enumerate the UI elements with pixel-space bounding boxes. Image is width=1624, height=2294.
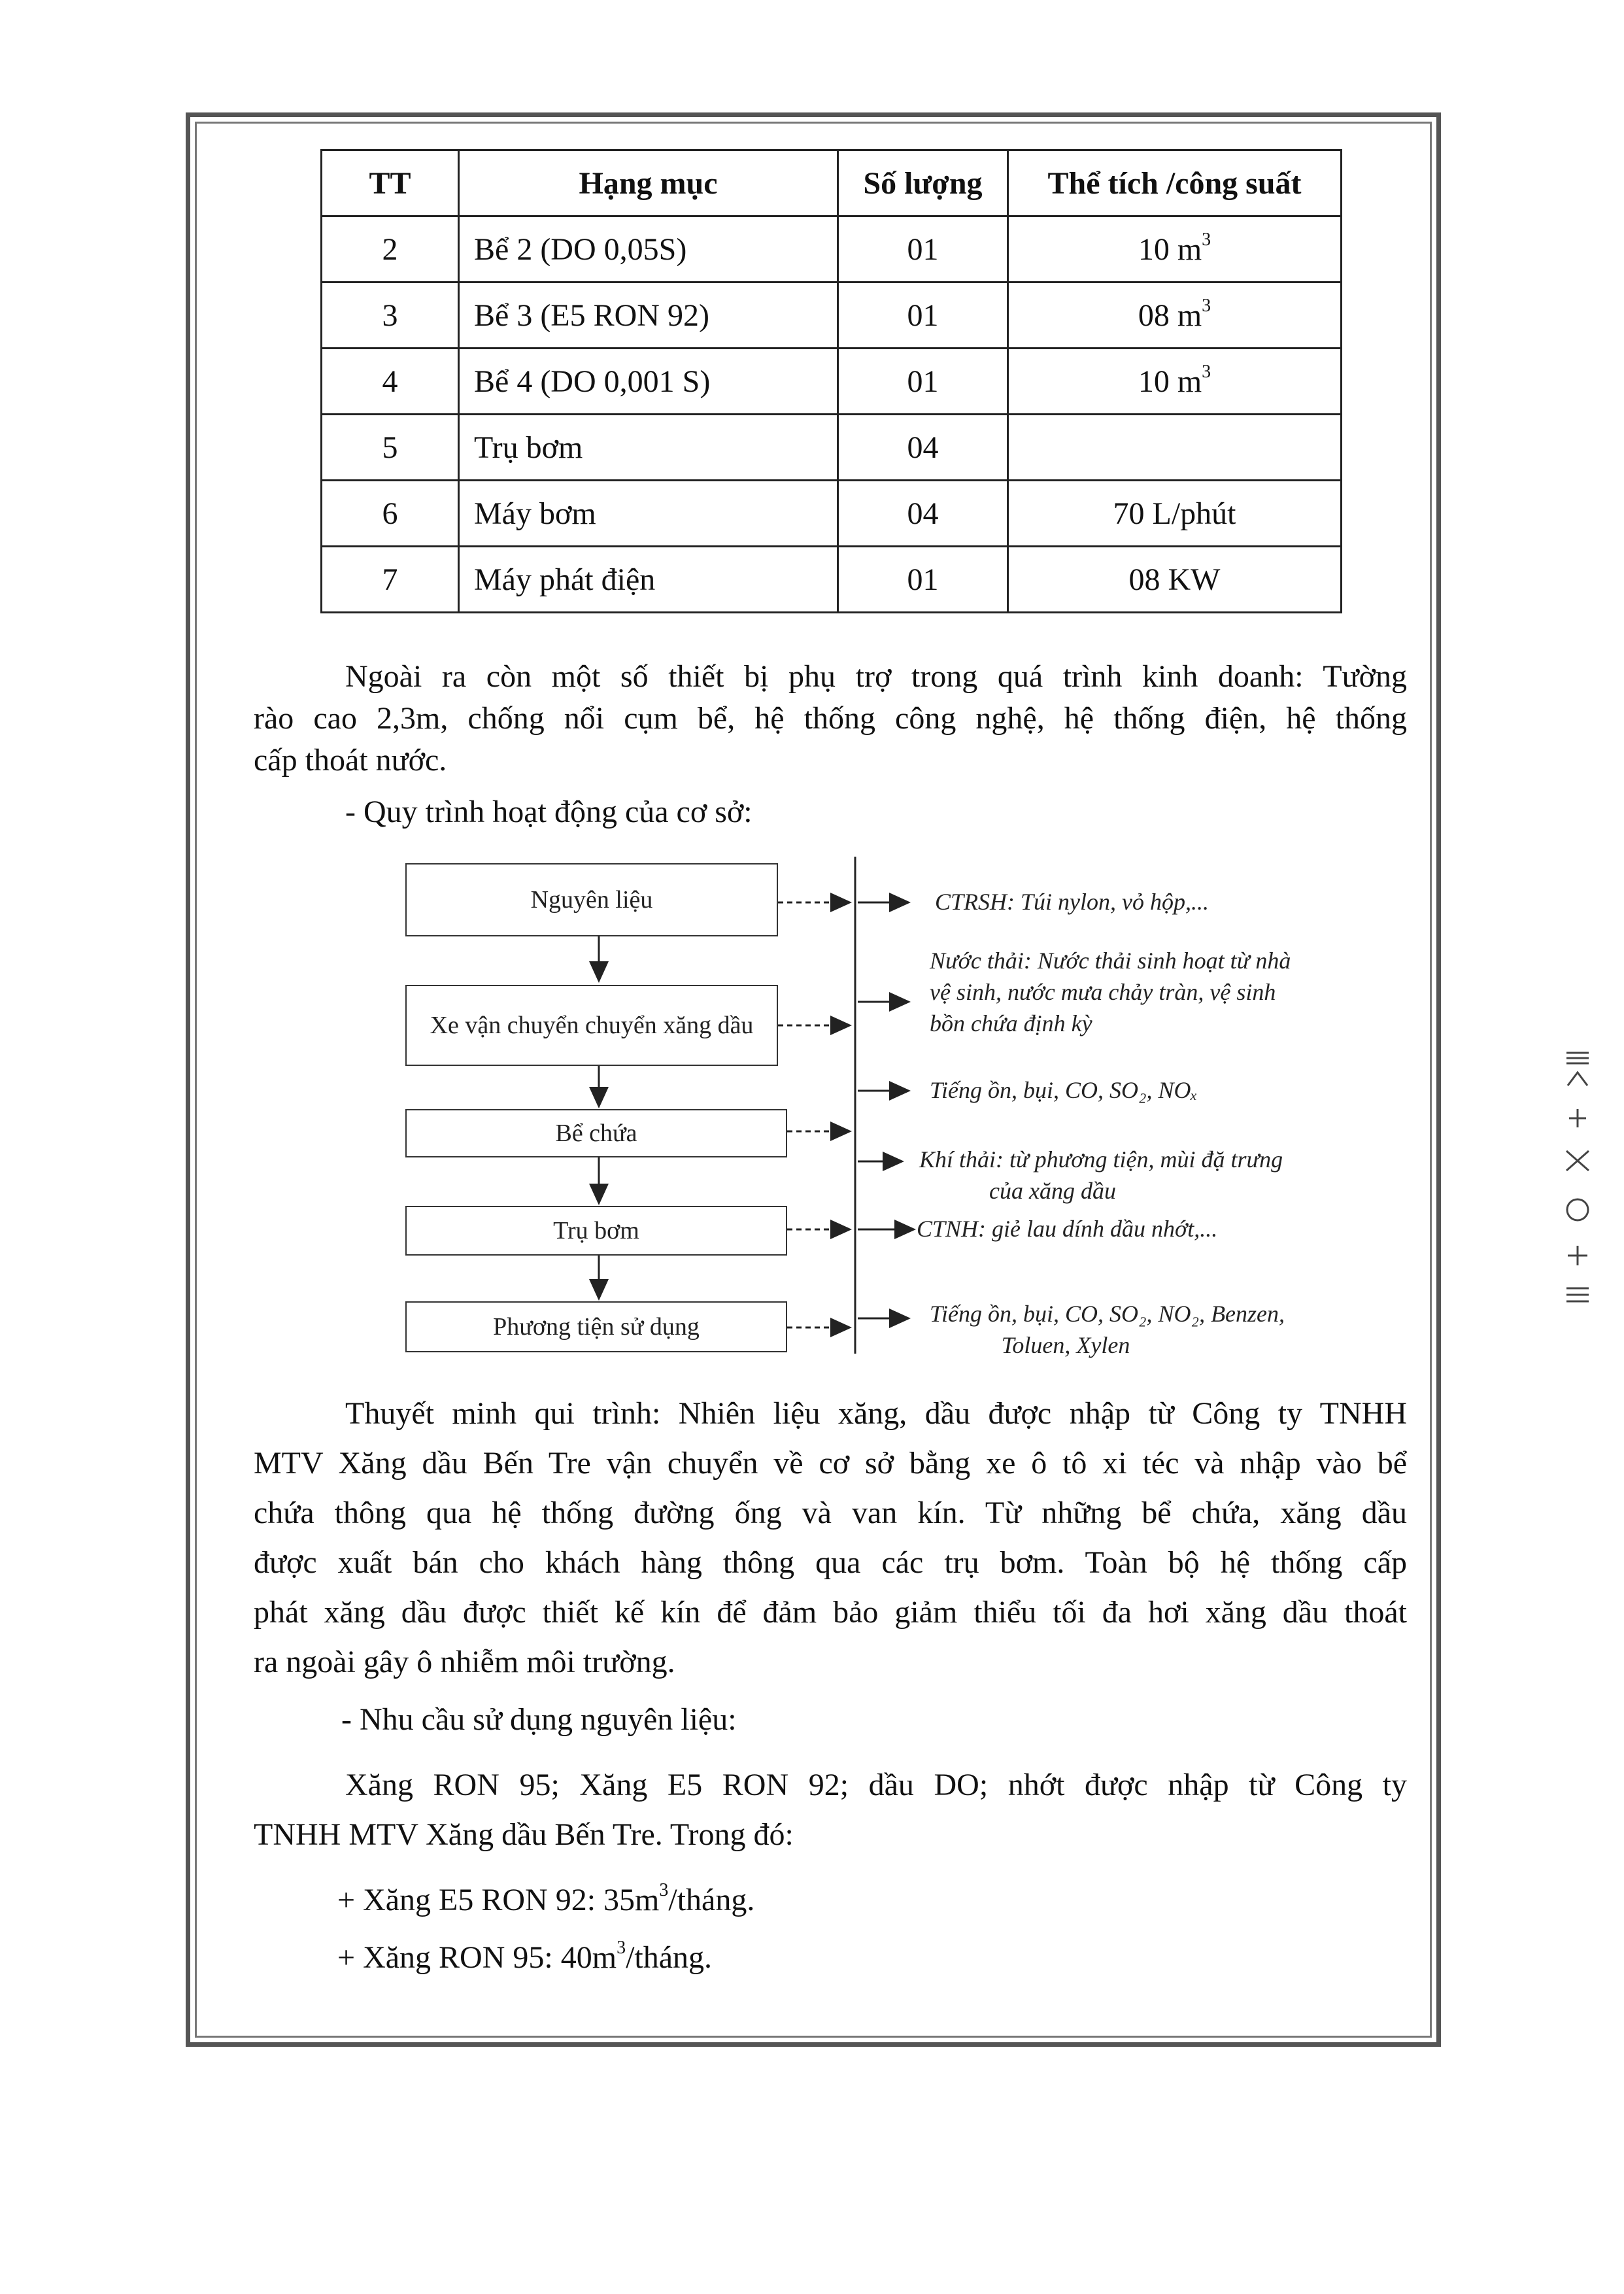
flow-box-vehicles: Phương tiện sử dụng <box>405 1301 787 1352</box>
process-heading: - Quy trình hoạt động của cơ sở: <box>345 795 753 829</box>
cell-quantity: 04 <box>838 415 1008 481</box>
cell-tt: 4 <box>322 349 459 415</box>
header-item: Hạng mục <box>459 150 838 216</box>
cell-item: Máy phát điện <box>459 547 838 613</box>
cell-tt: 5 <box>322 415 459 481</box>
note-noise-dust: Tiếng ồn, bụi, CO, SO₂, NOₓ <box>930 1077 1198 1103</box>
cell-tt: 6 <box>322 481 459 547</box>
cell-quantity: 01 <box>838 282 1008 349</box>
flow-box-raw-material: Nguyên liệu <box>405 863 778 936</box>
note-hazardous-waste: CTNH: giẻ lau dính dầu nhớt,... <box>917 1216 1218 1242</box>
cell-capacity: 08 $m^3$ <box>1008 282 1342 349</box>
cell-capacity: 10 $m^3$ <box>1008 349 1342 415</box>
note-wastewater-line-2: vệ sinh, nước mưa chảy tràn, vệ sinh <box>930 979 1276 1005</box>
header-quantity: Số lượng <box>838 150 1008 216</box>
cell-item: Bể 3 (E5 RON 92) <box>459 282 838 349</box>
table-row <box>322 216 1342 282</box>
cell-tt: 7 <box>322 547 459 613</box>
paragraph-process-line-6: ra ngoài gây ô nhiễm môi trường. <box>254 1645 675 1679</box>
cell-quantity: 01 <box>838 349 1008 415</box>
table-row <box>322 349 1342 415</box>
paragraph-equipment-line-3: cấp thoát nước. <box>254 743 447 778</box>
note-vehicle-emissions-line-2: Toluen, Xylen <box>1001 1332 1130 1358</box>
equipment-table <box>320 149 1342 613</box>
cell-capacity: 08 KW <box>1008 547 1342 613</box>
paragraph-process-line-5: phát xăng dầu được thiết kế kín để đảm bảo giảm thiểu tối đa hơi xăng dầu thoát <box>254 1595 1407 1630</box>
flow-box-fuel-transport: Xe vận chuyển chuyển xăng dầu <box>405 985 778 1066</box>
cell-item: Bể 2 (DO 0,05S) <box>459 216 838 282</box>
note-wastewater-line-3: bồn chứa định kỳ <box>930 1010 1092 1036</box>
note-vehicle-emissions-line-1: Tiếng ồn, bụi, CO, SO₂, NO₂, Benzen, <box>930 1301 1285 1327</box>
note-wastewater-line-1: Nước thải: Nước thải sinh hoạt từ nhà <box>930 948 1291 974</box>
header-capacity: Thể tích /công suất <box>1008 150 1342 216</box>
cell-item: Máy bơm <box>459 481 838 547</box>
cell-item: Bể 4 (DO 0,001 S) <box>459 349 838 415</box>
cell-capacity: 70 L/phút <box>1008 481 1342 547</box>
table-row <box>322 547 1342 613</box>
margin-stamp-mark <box>1561 1046 1594 1308</box>
paragraph-process-line-4: được xuất bán cho khách hàng thông qua các trụ bơm. Toàn bộ hệ thống cấp <box>254 1545 1407 1580</box>
paragraph-needs-line-2: TNHH MTV Xăng dầu Bến Tre. Trong đó: <box>254 1817 794 1852</box>
header-tt: TT <box>322 150 459 216</box>
bullet-ron95: + Xăng RON 95: $40m^3$/tháng. <box>337 1938 713 1975</box>
note-solid-waste: CTRSH: Túi nylon, vỏ hộp,... <box>935 889 1209 915</box>
cell-tt: 2 <box>322 216 459 282</box>
process-flow-diagram <box>392 850 1412 1373</box>
cell-quantity: 04 <box>838 481 1008 547</box>
needs-heading: - Nhu cầu sử dụng nguyên liệu: <box>341 1702 737 1737</box>
table-row <box>322 282 1342 349</box>
flow-box-fuel-pump: Trụ bơm <box>405 1206 787 1256</box>
cell-capacity <box>1008 415 1342 481</box>
table-row <box>322 481 1342 547</box>
flow-box-storage-tank: Bể chứa <box>405 1109 787 1157</box>
cell-capacity: 10 $m^3$ <box>1008 216 1342 282</box>
cell-item: Trụ bơm <box>459 415 838 481</box>
table-header-row <box>322 150 1342 216</box>
paragraph-process-line-3: chứa thông qua hệ thống đường ống và van kín. Từ những bể chứa, xăng dầu <box>254 1496 1407 1530</box>
table-row <box>322 415 1342 481</box>
bullet-e5-ron92: + Xăng E5 RON 92: $35m^3$/tháng. <box>337 1880 755 1917</box>
note-emissions-line-2: của xăng dầu <box>989 1178 1116 1204</box>
paragraph-process-line-1: Thuyết minh qui trình: Nhiên liệu xăng, dầu được nhập từ Công ty TNHH <box>345 1396 1407 1431</box>
cell-tt: 3 <box>322 282 459 349</box>
paragraph-equipment-line-2: rào cao 2,3m, chống nổi cụm bể, hệ thống công nghệ, hệ thống điện, hệ thống <box>254 701 1407 736</box>
paragraph-needs-line-1: Xăng RON 95; Xăng E5 RON 92; dầu DO; nhớt được nhập từ Công ty <box>345 1768 1407 1802</box>
paragraph-process-line-2: MTV Xăng dầu Bến Tre vận chuyển về cơ sở bằng xe ô tô xi téc và nhập vào bể <box>254 1446 1407 1481</box>
note-emissions-line-1: Khí thải: từ phương tiện, mùi đặ trưng <box>919 1146 1283 1173</box>
cell-quantity: 01 <box>838 216 1008 282</box>
paragraph-equipment-line-1: Ngoài ra còn một số thiết bị phụ trợ trong quá trình kinh doanh: Tường <box>345 659 1407 694</box>
cell-quantity: 01 <box>838 547 1008 613</box>
